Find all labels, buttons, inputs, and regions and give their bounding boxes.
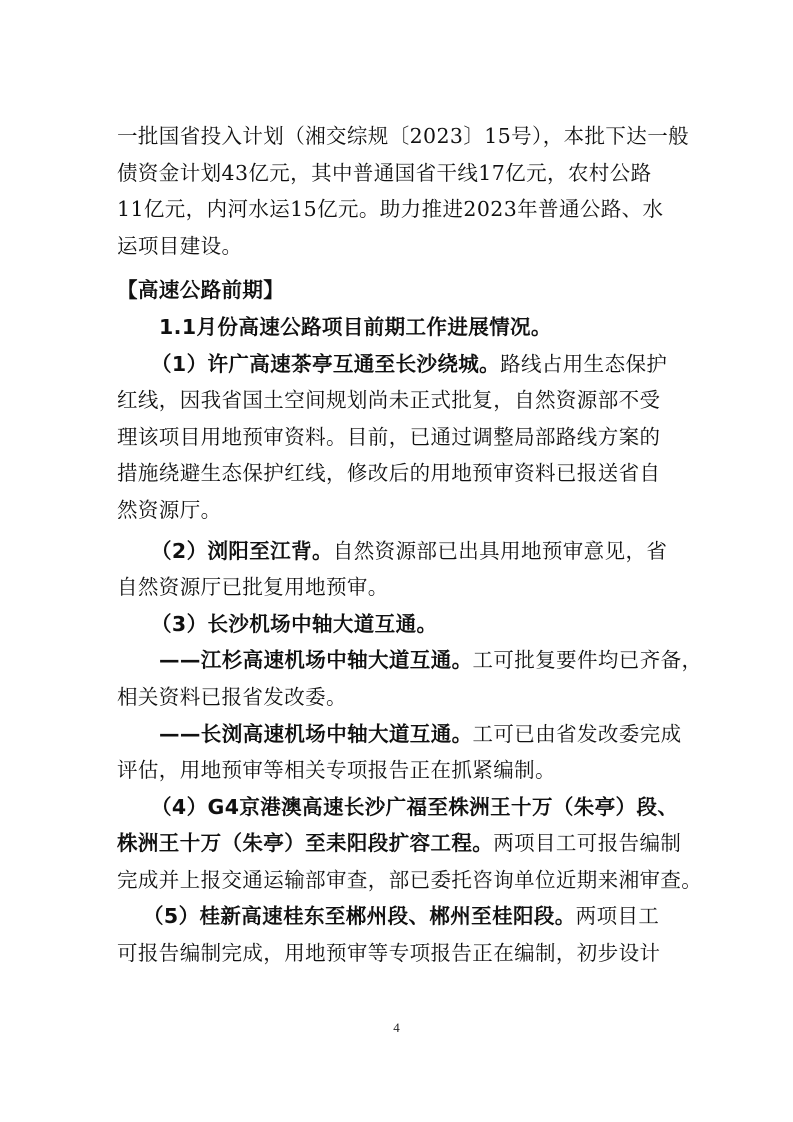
item-4-second-line [117,825,682,862]
item-3a-line: 相关资料已报省发改委。 [117,684,347,709]
item-5-text: 两项目工 [575,904,660,929]
item-3b-first-line [117,716,682,753]
item-4-title-cont: 株洲王十万（朱亭）至耒阳段扩容工程。 [117,831,494,856]
item-1-line: 措施绕避生态保护红线，修改后的用地预审资料已报送省自 [117,461,661,486]
item-2-line: 自然资源厅已批复用地预审。 [117,575,389,600]
item-1-line: 然资源厅。 [117,497,222,522]
item-4-title-line: （4）G4京港澳高速长沙广福至株洲王十万（朱亭）段、 [151,794,679,819]
item-4-line: 完成并上报交通运输部审查，部已委托咨询单位近期来湘审查。 [117,867,703,892]
section-heading: 【高速公路前期】 [117,278,285,303]
item-1-title: （1）许广高速茶亭互通至长沙绕城。 [151,351,501,376]
item-2-text: 自然资源部已出具用地预审意见，省 [332,538,668,563]
intro-line: 债资金计划43亿元，其中普通国省干线17亿元，农村公路 [117,160,652,185]
item-3a-text: 工可批复要件均已齐备， [472,648,703,673]
item-5-first-line [117,898,677,935]
item-3a-title: ——江杉高速机场中轴大道互通。 [159,648,473,673]
item-1-text: 路线占用生态保护 [500,351,668,376]
item-5-line: 可报告编制完成，用地预审等专项报告正在编制，初步设计 [117,941,661,966]
item-3b-line: 评估，用地预审等相关专项报告正在抓紧编制。 [117,758,556,783]
item-1-line: 理该项目用地预审资料。目前，已通过调整局部路线方案的 [117,424,661,449]
page-body [117,118,703,972]
item-2-title: （2）浏阳至江背。 [151,538,333,563]
item-2-first-line [117,533,677,570]
item-3a-first-line [117,642,703,679]
item-1-first-line [117,346,677,383]
item-1-line: 红线，因我省国土空间规划尚未正式批复，自然资源部不受 [117,388,661,413]
intro-line: 运项目建设。 [117,233,243,258]
intro-line: 一批国省投入计划（湘交综规〔2023〕15号），本批下达一般 [117,124,690,148]
item-3b-title: ——长浏高速机场中轴大道互通。 [159,721,473,746]
page-number: 4 [393,1020,400,1035]
item-5-title: （5）桂新高速桂东至郴州段、郴州至桂阳段。 [143,904,576,929]
item-4-text: 两项目工可报告编制 [493,831,682,856]
subheading: 1.1月份高速公路项目前期工作进展情况。 [159,314,552,339]
item-3-first-line [117,606,677,643]
item-3b-text: 工可已由省发改委完成 [472,721,682,746]
item-3-title: （3）长沙机场中轴大道互通。 [151,611,438,636]
intro-line: 11亿元，内河水运15亿元。助力推进2023年普通公路、水 [117,197,664,222]
